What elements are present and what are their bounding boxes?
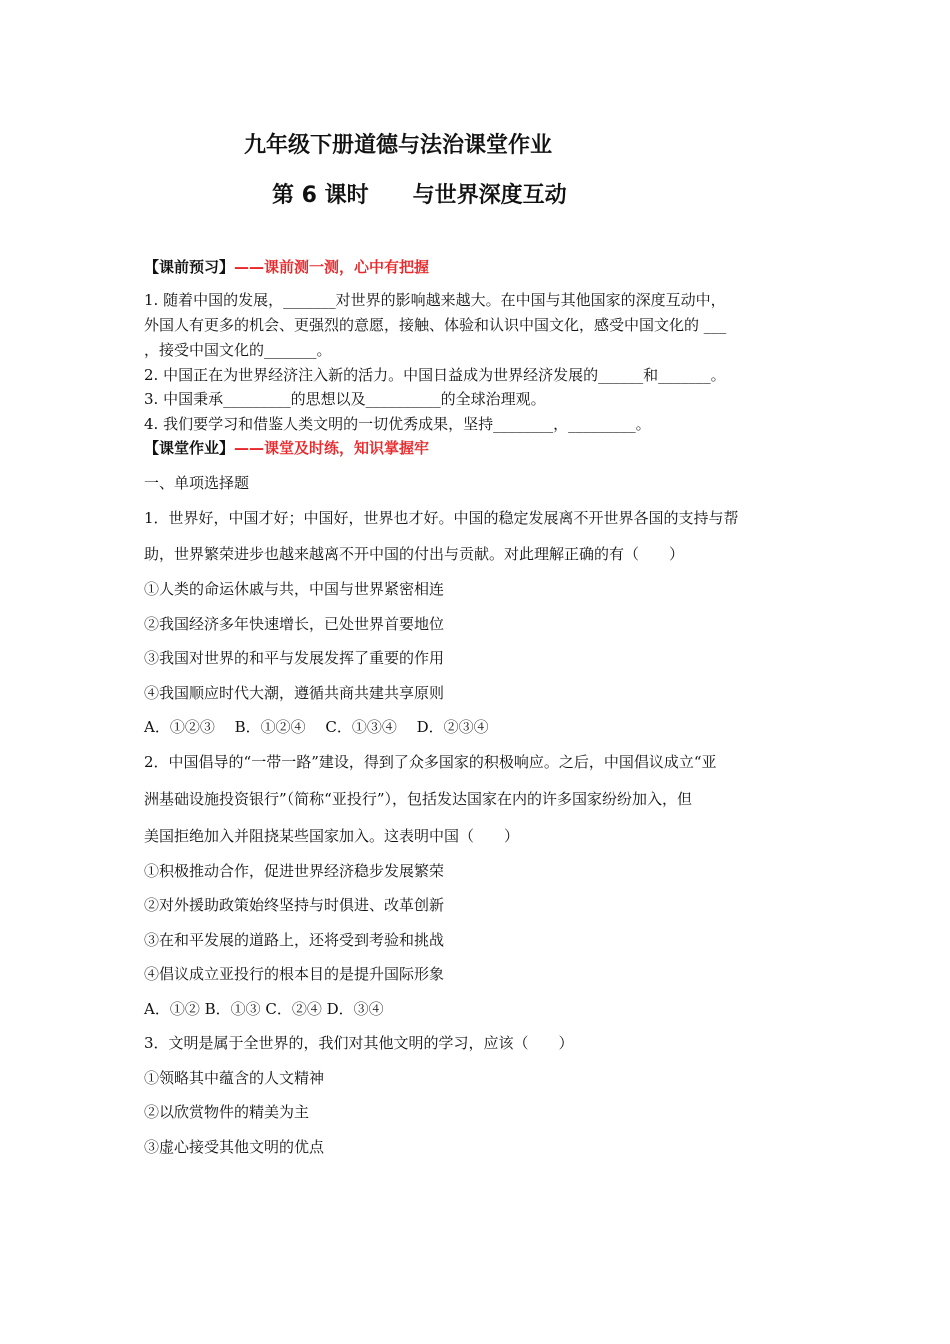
option-line: ①人类的命运休戚与共，中国与世界紧密相连	[144, 580, 445, 598]
option-line: ②对外援助政策始终坚持与时俱进、改革创新	[144, 896, 445, 914]
option-line: ①领略其中蕴含的人文精神	[144, 1069, 325, 1087]
answer-choices: A．①②③ B．①②④ C．①③④ D．②③④	[144, 718, 489, 736]
option-line: ④我国顺应时代大潮，遵循共商共建共享原则	[144, 684, 445, 702]
option-line: ②以欣赏物件的精美为主	[144, 1103, 310, 1121]
preview-line: 外国人有更多的机会、更强烈的意愿，接触、体验和认识中国文化，感受中国文化的 ___	[144, 316, 727, 334]
preview-section-heading	[144, 256, 429, 277]
option-line: ②我国经济多年快速增长，已处世界首要地位	[144, 615, 445, 633]
question-line: 3．文明是属于全世界的，我们对其他文明的学习，应该（ ）	[144, 1034, 574, 1052]
question-line: 助，世界繁荣进步也越来越离不开中国的付出与贡献。对此理解正确的有（ ）	[144, 545, 685, 563]
preview-slogan: ——课前测一测，心中有把握	[234, 258, 430, 276]
preview-line: 1. 随着中国的发展，_______对世界的影响越来越大。在中国与其他国家的深度互动中，	[144, 291, 726, 309]
preview-heading: 【课前预习】	[144, 258, 235, 276]
lesson-topic: 与世界深度互动	[412, 183, 567, 208]
classwork-slogan: ——课堂及时练，知识掌握牢	[234, 439, 430, 457]
question-line: 1．世界好，中国才好；中国好，世界也才好。中国的稳定发展离不开世界各国的支持与帮	[144, 509, 739, 527]
option-line: ④倡议成立亚投行的根本目的是提升国际形象	[144, 965, 445, 983]
question-line: 洲基础设施投资银行”（简称“亚投行”），包括发达国家在内的许多国家纷纷加入，但	[144, 790, 693, 808]
preview-line: 4. 我们要学习和借鉴人类文明的一切优秀成果，坚持________，_________。	[144, 415, 651, 433]
question-section-title: 一、单项选择题	[144, 474, 250, 492]
preview-line: 2. 中国正在为世界经济注入新的活力。中国日益成为世界经济发展的______和_______。	[144, 366, 726, 384]
option-line: ①积极推动合作，促进世界经济稳步发展繁荣	[144, 862, 445, 880]
page-title: 九年级下册道德与法治课堂作业	[244, 133, 553, 158]
lesson-subtitle	[272, 178, 950, 209]
question-line: 2．中国倡导的“一带一路”建设，得到了众多国家的积极响应。之后，中国倡议成立“亚	[144, 753, 717, 771]
option-line: ③虚心接受其他文明的优点	[144, 1138, 325, 1156]
answer-choices: A．①② B．①③ C．②④ D．③④	[144, 1000, 384, 1018]
lesson-number: 第 6 课时	[272, 183, 369, 208]
classwork-heading: 【课堂作业】	[144, 439, 235, 457]
classwork-section-heading	[144, 437, 429, 458]
preview-line: ，接受中国文化的_______。	[144, 341, 332, 359]
option-line: ③我国对世界的和平与发展发挥了重要的作用	[144, 649, 445, 667]
option-line: ③在和平发展的道路上，还将受到考验和挑战	[144, 931, 445, 949]
question-line: 美国拒绝加入并阻挠某些国家加入。这表明中国（ ）	[144, 827, 520, 845]
preview-line: 3. 中国秉承_________的思想以及__________的全球治理观。	[144, 390, 546, 408]
